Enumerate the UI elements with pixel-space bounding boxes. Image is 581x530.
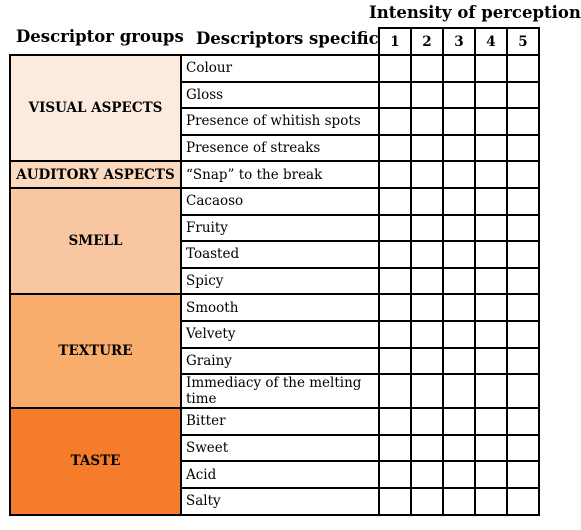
intensity-cell-1[interactable]	[379, 82, 411, 109]
intensity-cell-2[interactable]	[411, 135, 443, 162]
descriptor-label: Salty	[181, 488, 379, 515]
descriptor-label: Fruity	[181, 215, 379, 242]
intensity-cell-4[interactable]	[475, 215, 507, 242]
intensity-cell-2[interactable]	[411, 374, 443, 408]
intensity-cell-3[interactable]	[443, 374, 475, 408]
intensity-cell-5[interactable]	[507, 408, 539, 435]
group-visual-aspects: VISUAL ASPECTS	[10, 55, 181, 161]
group-taste: TASTE	[10, 408, 181, 514]
scale-label-2: 2	[411, 28, 443, 55]
intensity-cell-5[interactable]	[507, 348, 539, 375]
descriptor-groups-header: Descriptor groups	[16, 27, 184, 46]
intensity-cell-3[interactable]	[443, 215, 475, 242]
descriptor-label: “Snap” to the break	[181, 161, 379, 188]
intensity-cell-3[interactable]	[443, 461, 475, 488]
intensity-cell-4[interactable]	[475, 268, 507, 295]
intensity-cell-4[interactable]	[475, 108, 507, 135]
intensity-cell-2[interactable]	[411, 348, 443, 375]
intensity-cell-1[interactable]	[379, 268, 411, 295]
intensity-cell-4[interactable]	[475, 321, 507, 348]
intensity-cell-4[interactable]	[475, 374, 507, 408]
intensity-cell-1[interactable]	[379, 348, 411, 375]
intensity-cell-1[interactable]	[379, 488, 411, 515]
descriptor-label: Acid	[181, 461, 379, 488]
intensity-cell-3[interactable]	[443, 321, 475, 348]
group-smell: SMELL	[10, 188, 181, 294]
descriptor-row	[10, 161, 539, 188]
intensity-cell-1[interactable]	[379, 55, 411, 82]
intensity-cell-2[interactable]	[411, 488, 443, 515]
scale-label-4: 4	[475, 28, 507, 55]
intensity-cell-5[interactable]	[507, 55, 539, 82]
intensity-header: Intensity of perception	[369, 3, 581, 22]
intensity-cell-3[interactable]	[443, 408, 475, 435]
descriptor-label: Presence of streaks	[181, 135, 379, 162]
intensity-cell-2[interactable]	[411, 461, 443, 488]
intensity-cell-3[interactable]	[443, 188, 475, 215]
scale-label-1: 1	[379, 28, 411, 55]
intensity-cell-3[interactable]	[443, 82, 475, 109]
intensity-cell-4[interactable]	[475, 348, 507, 375]
intensity-cell-3[interactable]	[443, 435, 475, 462]
intensity-cell-3[interactable]	[443, 488, 475, 515]
descriptor-row	[10, 294, 539, 321]
intensity-cell-5[interactable]	[507, 161, 539, 188]
descriptor-label: Colour	[181, 55, 379, 82]
intensity-cell-3[interactable]	[443, 241, 475, 268]
intensity-cell-2[interactable]	[411, 241, 443, 268]
intensity-cell-1[interactable]	[379, 108, 411, 135]
intensity-cell-1[interactable]	[379, 241, 411, 268]
intensity-cell-4[interactable]	[475, 82, 507, 109]
descriptor-label: Velvety	[181, 321, 379, 348]
intensity-cell-3[interactable]	[443, 108, 475, 135]
descriptor-label: Gloss	[181, 82, 379, 109]
descriptor-label: Immediacy of the melting time	[181, 374, 379, 408]
intensity-cell-2[interactable]	[411, 408, 443, 435]
intensity-cell-2[interactable]	[411, 294, 443, 321]
intensity-cell-5[interactable]	[507, 461, 539, 488]
intensity-cell-5[interactable]	[507, 268, 539, 295]
intensity-cell-1[interactable]	[379, 135, 411, 162]
intensity-cell-3[interactable]	[443, 294, 475, 321]
intensity-cell-4[interactable]	[475, 488, 507, 515]
descriptor-label: Cacaoso	[181, 188, 379, 215]
intensity-cell-5[interactable]	[507, 435, 539, 462]
intensity-cell-5[interactable]	[507, 82, 539, 109]
intensity-cell-4[interactable]	[475, 241, 507, 268]
intensity-cell-3[interactable]	[443, 161, 475, 188]
descriptor-row	[10, 188, 539, 215]
group-texture: TEXTURE	[10, 294, 181, 408]
intensity-cell-2[interactable]	[411, 215, 443, 242]
intensity-cell-3[interactable]	[443, 348, 475, 375]
intensity-cell-2[interactable]	[411, 435, 443, 462]
intensity-cell-2[interactable]	[411, 321, 443, 348]
scale-label-5: 5	[507, 28, 539, 55]
intensity-cell-2[interactable]	[411, 161, 443, 188]
intensity-cell-5[interactable]	[507, 188, 539, 215]
intensity-cell-1[interactable]	[379, 461, 411, 488]
intensity-cell-1[interactable]	[379, 321, 411, 348]
descriptor-label: Bitter	[181, 408, 379, 435]
intensity-cell-5[interactable]	[507, 108, 539, 135]
intensity-cell-2[interactable]	[411, 188, 443, 215]
intensity-cell-1[interactable]	[379, 408, 411, 435]
intensity-cell-3[interactable]	[443, 55, 475, 82]
intensity-cell-4[interactable]	[475, 461, 507, 488]
intensity-cell-4[interactable]	[475, 294, 507, 321]
descriptors-specific-header: Descriptors specific	[196, 29, 379, 48]
intensity-cell-2[interactable]	[411, 82, 443, 109]
descriptor-row	[10, 55, 539, 82]
intensity-cell-5[interactable]	[507, 321, 539, 348]
intensity-cell-3[interactable]	[443, 135, 475, 162]
descriptor-label: Spicy	[181, 268, 379, 295]
intensity-cell-4[interactable]	[475, 161, 507, 188]
descriptor-label: Presence of whitish spots	[181, 108, 379, 135]
intensity-cell-2[interactable]	[411, 55, 443, 82]
group-auditory-aspects: AUDITORY ASPECTS	[10, 161, 181, 188]
intensity-cell-5[interactable]	[507, 135, 539, 162]
intensity-cell-4[interactable]	[475, 55, 507, 82]
scale-header-row	[10, 28, 539, 55]
descriptor-label: Toasted	[181, 241, 379, 268]
intensity-cell-1[interactable]	[379, 161, 411, 188]
evaluation-sheet	[9, 27, 540, 516]
intensity-cell-5[interactable]	[507, 488, 539, 515]
intensity-cell-5[interactable]	[507, 294, 539, 321]
intensity-cell-1[interactable]	[379, 215, 411, 242]
intensity-cell-5[interactable]	[507, 241, 539, 268]
intensity-cell-2[interactable]	[411, 268, 443, 295]
descriptor-label: Grainy	[181, 348, 379, 375]
intensity-cell-5[interactable]	[507, 374, 539, 408]
intensity-cell-4[interactable]	[475, 135, 507, 162]
intensity-cell-4[interactable]	[475, 188, 507, 215]
intensity-cell-4[interactable]	[475, 408, 507, 435]
intensity-cell-4[interactable]	[475, 435, 507, 462]
intensity-cell-1[interactable]	[379, 188, 411, 215]
descriptor-row	[10, 408, 539, 435]
intensity-cell-1[interactable]	[379, 294, 411, 321]
intensity-cell-1[interactable]	[379, 374, 411, 408]
intensity-cell-3[interactable]	[443, 268, 475, 295]
descriptor-label: Smooth	[181, 294, 379, 321]
intensity-cell-2[interactable]	[411, 108, 443, 135]
intensity-cell-1[interactable]	[379, 435, 411, 462]
scale-label-3: 3	[443, 28, 475, 55]
intensity-cell-5[interactable]	[507, 215, 539, 242]
descriptor-label: Sweet	[181, 435, 379, 462]
